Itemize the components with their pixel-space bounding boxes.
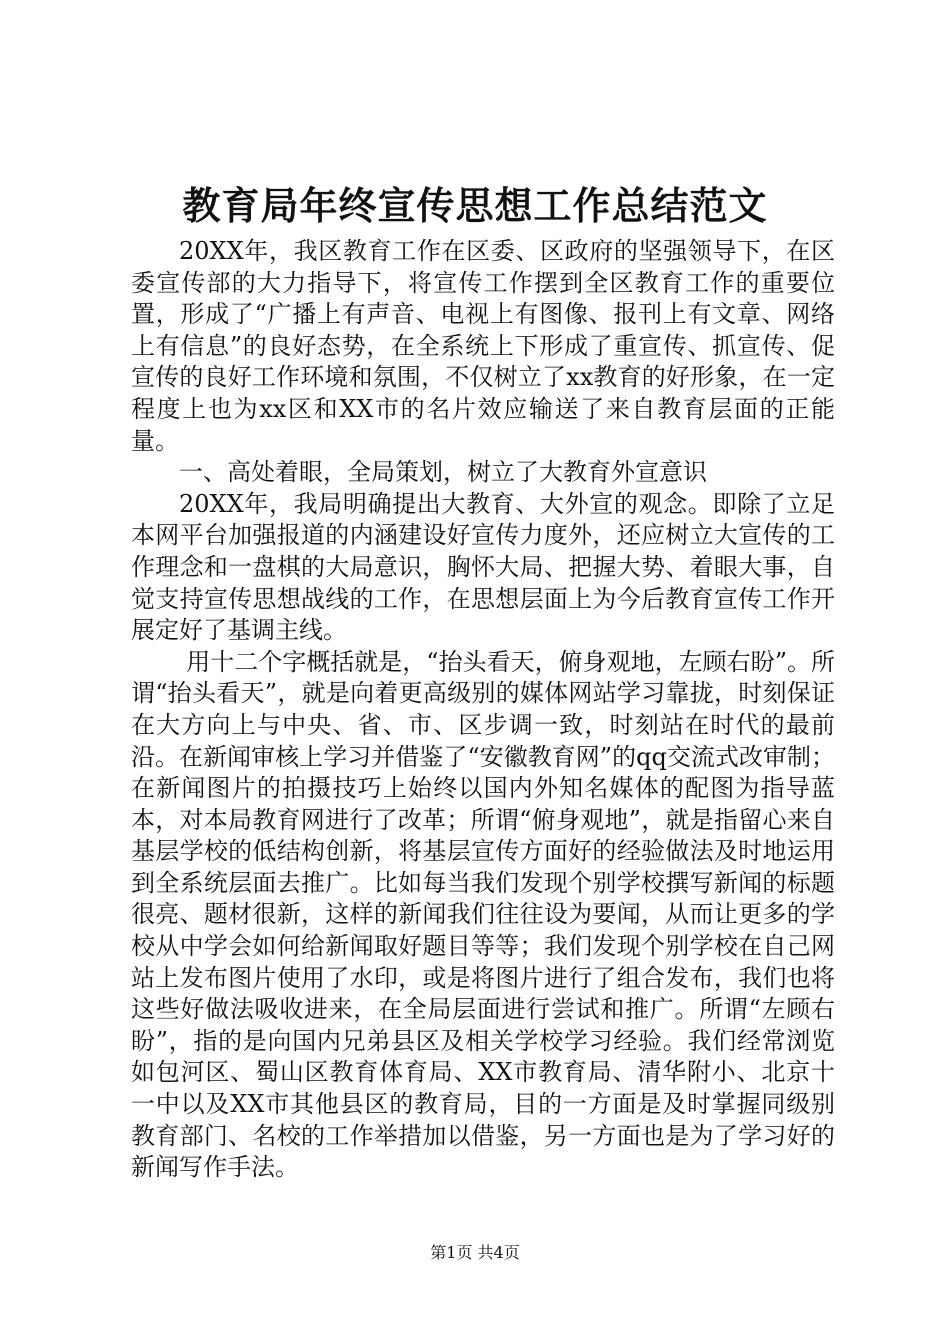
section-heading-1: 一、高处着眼，全局策划，树立了大教育外宣意识 <box>179 458 707 487</box>
document-title: 教育局年终宣传思想工作总结范文 <box>182 183 768 228</box>
paragraph-twelve-characters: 用十二个字概括就是，“抬头看天，俯身观地，左顾右盼”。所谓“抬头看天”，就是向着更高级别的媒体网站学习靠拢，时刻保证在大方向上与中央、省、市、区步调一致，时刻站在时代的最前沿。在新闻审核上学习并借鉴了“安徽教育网”的qq交流式改审制；在新闻图片的拍摄技巧上始终以国内外知名媒体的配图为指导蓝本，对本局教育网进行了改革；所谓“俯身观地”，就是指留心来自基层学校的低结构创新，将基层宣传方面好的经验做法及时地运用到全系统层面去推广。比如每当我们发现个别学校撰写新闻的标题很亮、题材很新，这样的新闻我们往往设为要闻，从而让更多的学校从中学会如何给新闻取好题目等等；我们发现个别学校在自己网站上发布图片使用了水印，或是将图片进行了组合发布，我们也将这些好做法吸收进来，在全局层面进行尝试和推广。所谓“左顾右盼”，指的是向国内兄弟县区及相关学校学习经验。我们经常浏览如包河区、蜀山区教育体育局、XX市教育局、清华附小、北京十一中以及XX市其他县区的教育局，目的一方面是及时掌握同级别教育部门、名校的工作举措加以借鉴，另一方面也是为了学习好的新闻写作手法。 <box>131 647 835 1182</box>
page-number: 第1页 共4页 <box>430 1243 520 1262</box>
paragraph-intro: 20XX年，我区教育工作在区委、区政府的坚强领导下，在区委宣传部的大力指导下，将宣传工作摆到全区教育工作的重要位置，形成了“广播上有声音、电视上有图像、报刊上有文章、网络上有信息”的良好态势，在全系统上下形成了重宣传、抓宣传、促宣传的良好工作环境和氛围，不仅树立了xx教育的好形象，在一定程度上也为xx区和XX市的名片效应输送了来自教育层面的正能量。 <box>131 237 835 455</box>
document-body <box>131 236 835 1184</box>
paragraph-outreach: 20XX年，我局明确提出大教育、大外宣的观念。即除了立足本网平台加强报道的内涵建设好宣传力度外，还应树立大宣传的工作理念和一盘棋的大局意识，胸怀大局、把握大势、着眼大事，自觉支持宣传思想战线的工作，在思想层面上为今后教育宣传工作开展定好了基调主线。 <box>131 489 835 645</box>
